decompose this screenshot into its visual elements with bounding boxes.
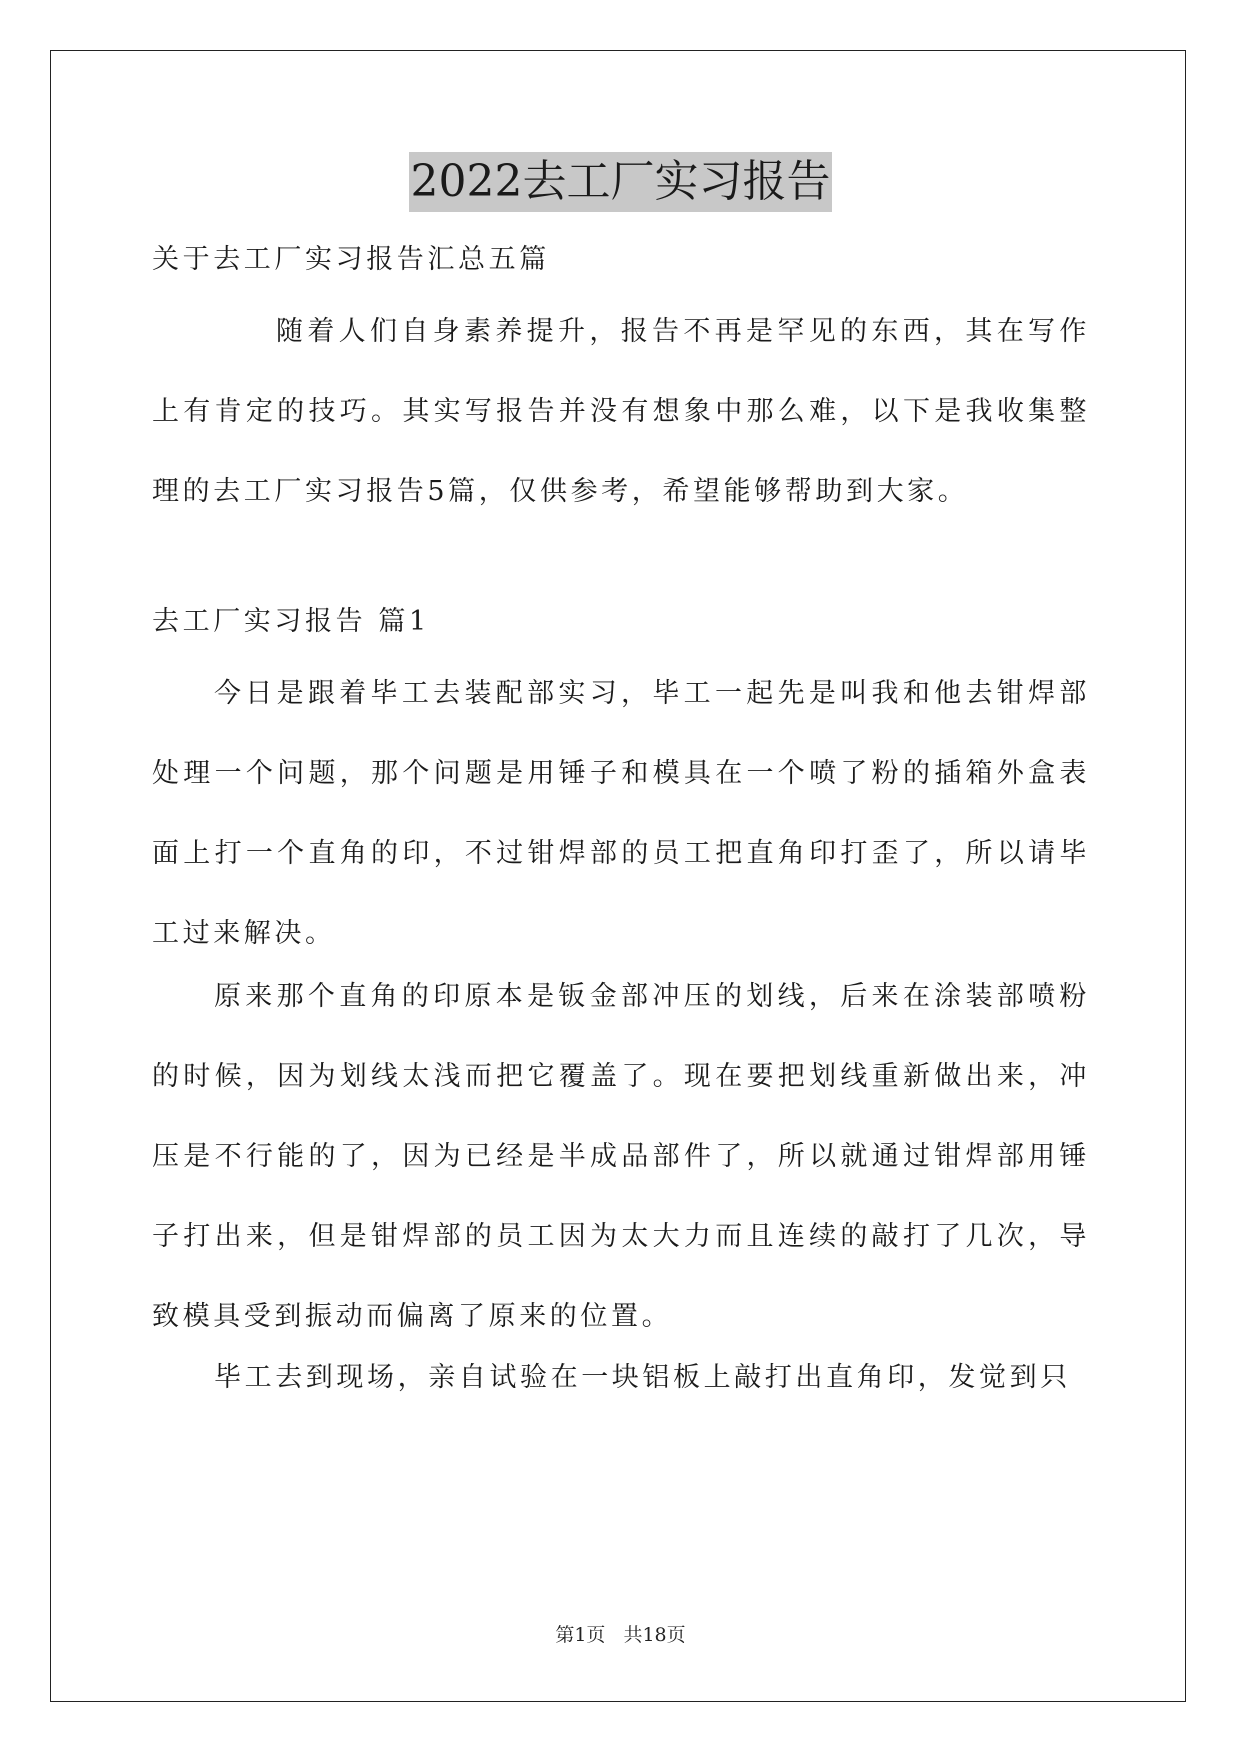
body-paragraph-3: 毕工去到现场，亲自试验在一块铝板上敲打出直角印，发觉到只 xyxy=(214,1362,1071,1393)
intro-paragraph: 随着人们自身素养提升，报告不再是罕见的东西，其在写作上有肯定的技巧。其实写报告并没有想象中那么难，以下是我收集整理的去工厂实习报告5篇，仅供参考，希望能够帮助到大家。 xyxy=(152,316,1090,507)
body-paragraph-2: 原来那个直角的印原本是钣金部冲压的划线，后来在涂装部喷粉的时候，因为划线太浅而把它覆盖了。现在要把划线重新做出来，冲压是不行能的了，因为已经是半成品部件了，所以就通过钳焊部用锤子打出来，但是钳焊部的员工因为太大力而且连续的敲打了几次，导致模具受到振动而偏离了原来的位置。 xyxy=(152,981,1090,1332)
page-number: 第1页 xyxy=(555,1624,606,1646)
page-total: 共18页 xyxy=(623,1624,686,1646)
body-paragraph-1: 今日是跟着毕工去装配部实习，毕工一起先是叫我和他去钳焊部处理一个问题，那个问题是用锤子和模具在一个喷了粉的插箱外盒表面上打一个直角的印，不过钳焊部的员工把直角印打歪了，所以请毕工过来解决。 xyxy=(152,678,1090,949)
page-footer xyxy=(0,1620,1241,1647)
section-heading: 去工厂实习报告 篇1 xyxy=(152,606,430,637)
document-title: 2022去工厂实习报告 xyxy=(409,152,833,212)
title-wrap xyxy=(0,152,1241,212)
document-subtitle: 关于去工厂实习报告汇总五篇 xyxy=(152,244,550,275)
